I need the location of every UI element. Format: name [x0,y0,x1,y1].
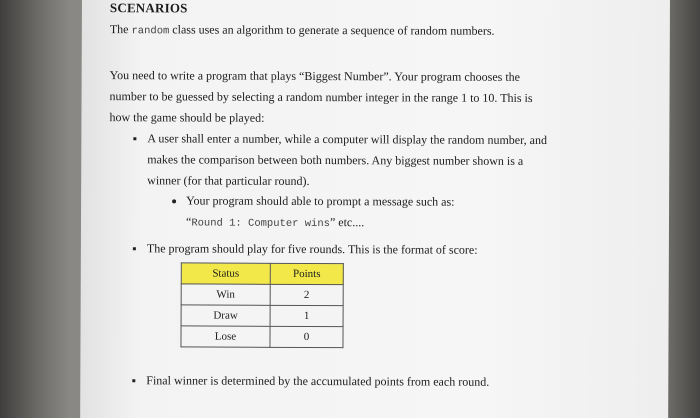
points-cell: 0 [270,326,343,347]
table-header-row [181,263,343,285]
intro-post: class uses an algorithm to generate a sequence of random numbers. [169,22,495,38]
message-code: Round 1: Computer wins [191,217,330,231]
subbullet-line-1: Your program should able to prompt a message such as: [186,193,455,209]
bullet-square-icon [132,379,135,382]
table-row [181,305,343,327]
quote-open: “ [185,214,192,229]
score-table [180,262,343,348]
header-status: Status [181,263,270,284]
status-cell: Draw [181,305,270,326]
paragraph-line-1: You need to write a program that plays “Biggest Number”. Your program chooses the [109,68,521,84]
bullet3-line: Final winner is determined by the accumulated points from each round. [146,373,490,389]
document-page [80,0,670,418]
subbullet-line-2 [186,214,364,230]
section-heading: SCENARIOS [109,0,188,16]
bullet-square-icon [133,137,136,140]
status-cell: Lose [181,326,270,347]
status-cell: Win [181,284,270,305]
table-row [181,284,343,306]
intro-code: random [131,25,170,38]
intro-line [110,22,495,39]
points-cell: 1 [270,305,343,326]
bullet1-line-3: winner (for that particular round). [147,173,310,188]
header-points: Points [270,263,343,284]
table-row [181,326,343,348]
bullet-square-icon [133,247,136,250]
points-cell: 2 [270,284,343,305]
intro-pre: The [109,22,132,37]
paragraph-line-2: number to be guessed by selecting a random number integer in the range 1 to 10. This is [109,89,533,105]
bullet-dot-icon [172,199,176,203]
bullet1-line-1: A user shall enter a number, while a computer will display the random number, and [147,131,548,148]
paragraph-line-3: how the game should be played: [109,110,265,125]
bullet1-line-2: makes the comparison between both numbers. Any biggest number shown is a [147,152,524,168]
bullet2-line: The program should play for five rounds. This is the format of score: [146,241,478,257]
quote-close: ” etc.... [329,215,365,230]
